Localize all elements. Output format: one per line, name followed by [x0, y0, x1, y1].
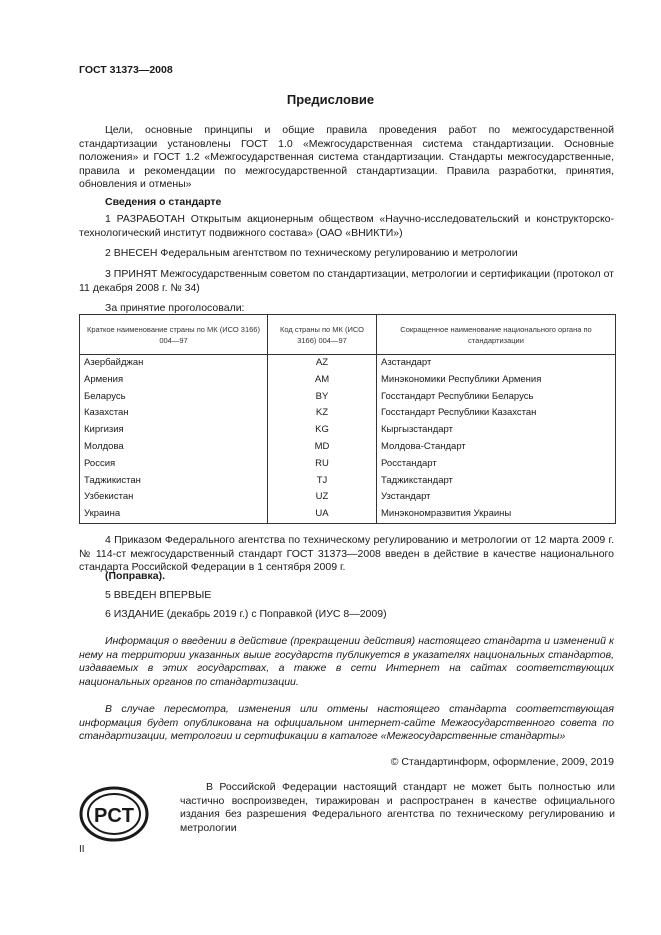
info-paragraph-revision: В случае пересмотра, изменения или отмены настоящего стандарта соответствующая информация будет опубликована на официальном интернет-сайте Межгосударственного совета по стандартизации, метрологии и сертификации в каталоге «Межгосударственные стандарты» [79, 703, 614, 742]
country-cell: Молдова [80, 439, 268, 456]
item-edition: 6 ИЗДАНИЕ (декабрь 2019 г.) с Поправкой (ИУС 8—2009) [105, 608, 387, 620]
table-row [80, 405, 616, 422]
table-row [80, 389, 616, 406]
country-cell: Армения [80, 372, 268, 389]
intro-paragraph: Цели, основные принципы и общие правила проведения работ по межгосударственной стандартизации установлены ГОСТ 1.0 «Межгосударственная система стандартизации. Основные положения» и ГОСТ 1.2 «Межгосударственная система стандартизации. Стандарты межгосударственные, правила и рекомендации по межгосударственной стандартизации. Правила разработки, принятия, обновления и отмены» [79, 124, 614, 190]
table-row [80, 473, 616, 490]
code-cell: MD [268, 439, 377, 456]
body-cell: Молдова-Стандарт [377, 439, 616, 456]
code-cell: BY [268, 389, 377, 406]
body-cell: Госстандарт Республики Казахстан [377, 405, 616, 422]
table-row [80, 506, 616, 523]
table-row [80, 456, 616, 473]
reproduction-notice: В Российской Федерации настоящий стандарт не может быть полностью или частично воспроизведен, тиражирован и распространен в качестве официального издания без разрешения Федерального агентства по техническому регулированию и метрологии [180, 781, 615, 834]
table-row [80, 439, 616, 456]
country-cell: Киргизия [80, 422, 268, 439]
document-code: ГОСТ 31373—2008 [79, 64, 173, 76]
code-cell: AM [268, 372, 377, 389]
item-introduced: 5 ВВЕДЕН ВПЕРВЫЕ [105, 589, 212, 601]
voted-label: За принятие проголосовали: [105, 302, 245, 314]
item-developed: 1 РАЗРАБОТАН Открытым акционерным обществом «Научно-исследовательский и конструкторско-технологический институт подвижного состава» (ОАО «ВНИКТИ») [79, 213, 614, 239]
states-table [79, 314, 616, 524]
item-adopted: 3 ПРИНЯТ Межгосударственным советом по стандартизации, метрологии и сертификации (протокол от 11 декабря 2008 г. № 34) [79, 268, 614, 294]
page-number: II [79, 844, 85, 855]
country-cell: Таджикистан [80, 473, 268, 490]
code-cell: UA [268, 506, 377, 523]
table-row [80, 489, 616, 506]
item-submitted: 2 ВНЕСЕН Федеральным агентством по техническому регулированию и метрологии [105, 247, 518, 259]
body-cell: Минэкономики Республики Армения [377, 372, 616, 389]
logo-text: PCT [94, 805, 134, 827]
table-row [80, 422, 616, 439]
code-cell: UZ [268, 489, 377, 506]
column-header-code: Код страны по МК (ИСО 3166) 004—97 [268, 315, 377, 355]
amendment-note: (Поправка). [105, 570, 166, 582]
item-enacted: 4 Приказом Федерального агентства по техническому регулированию и метрологии от 12 марта 2009 г. № 114-ст межгосударственный стандарт ГОСТ 31373—2008 введен в действие в качестве национального стандарта Российской Федерации в 1 сентября 2009 г. [79, 534, 614, 573]
body-cell: Минэкономразвития Украины [377, 506, 616, 523]
code-cell: RU [268, 456, 377, 473]
body-cell: Кыргызстандарт [377, 422, 616, 439]
column-header-body: Сокращенное наименование национального органа по стандартизации [377, 315, 616, 355]
section-heading: Сведения о стандарте [105, 196, 222, 208]
body-cell: Росстандарт [377, 456, 616, 473]
table-row [80, 372, 616, 389]
info-paragraph-publication: Информация о введении в действие (прекращении действия) настоящего стандарта и изменений к нему на территории указанных выше государств публикуется в указателях национальных стандартов, издаваемых в этих государствах, а также в сети Интернет на сайтах соответствующих национальных органов по стандартизации. [79, 635, 614, 688]
country-cell: Азербайджан [80, 355, 268, 372]
code-cell: TJ [268, 473, 377, 490]
body-cell: Узстандарт [377, 489, 616, 506]
country-cell: Узбекистан [80, 489, 268, 506]
country-cell: Беларусь [80, 389, 268, 406]
copyright-line: © Стандартинформ, оформление, 2009, 2019 [390, 756, 614, 768]
pct-certification-logo-icon [79, 785, 149, 843]
column-header-country: Краткое наименование страны по МК (ИСО 3166) 004—97 [80, 315, 268, 355]
table-row [80, 355, 616, 372]
table-header-row [80, 315, 616, 355]
body-cell: Таджикстандарт [377, 473, 616, 490]
code-cell: AZ [268, 355, 377, 372]
body-cell: Госстандарт Республики Беларусь [377, 389, 616, 406]
page-title: Предисловие [286, 92, 375, 107]
country-cell: Казахстан [80, 405, 268, 422]
code-cell: KZ [268, 405, 377, 422]
country-cell: Украина [80, 506, 268, 523]
country-cell: Россия [80, 456, 268, 473]
code-cell: KG [268, 422, 377, 439]
body-cell: Азстандарт [377, 355, 616, 372]
